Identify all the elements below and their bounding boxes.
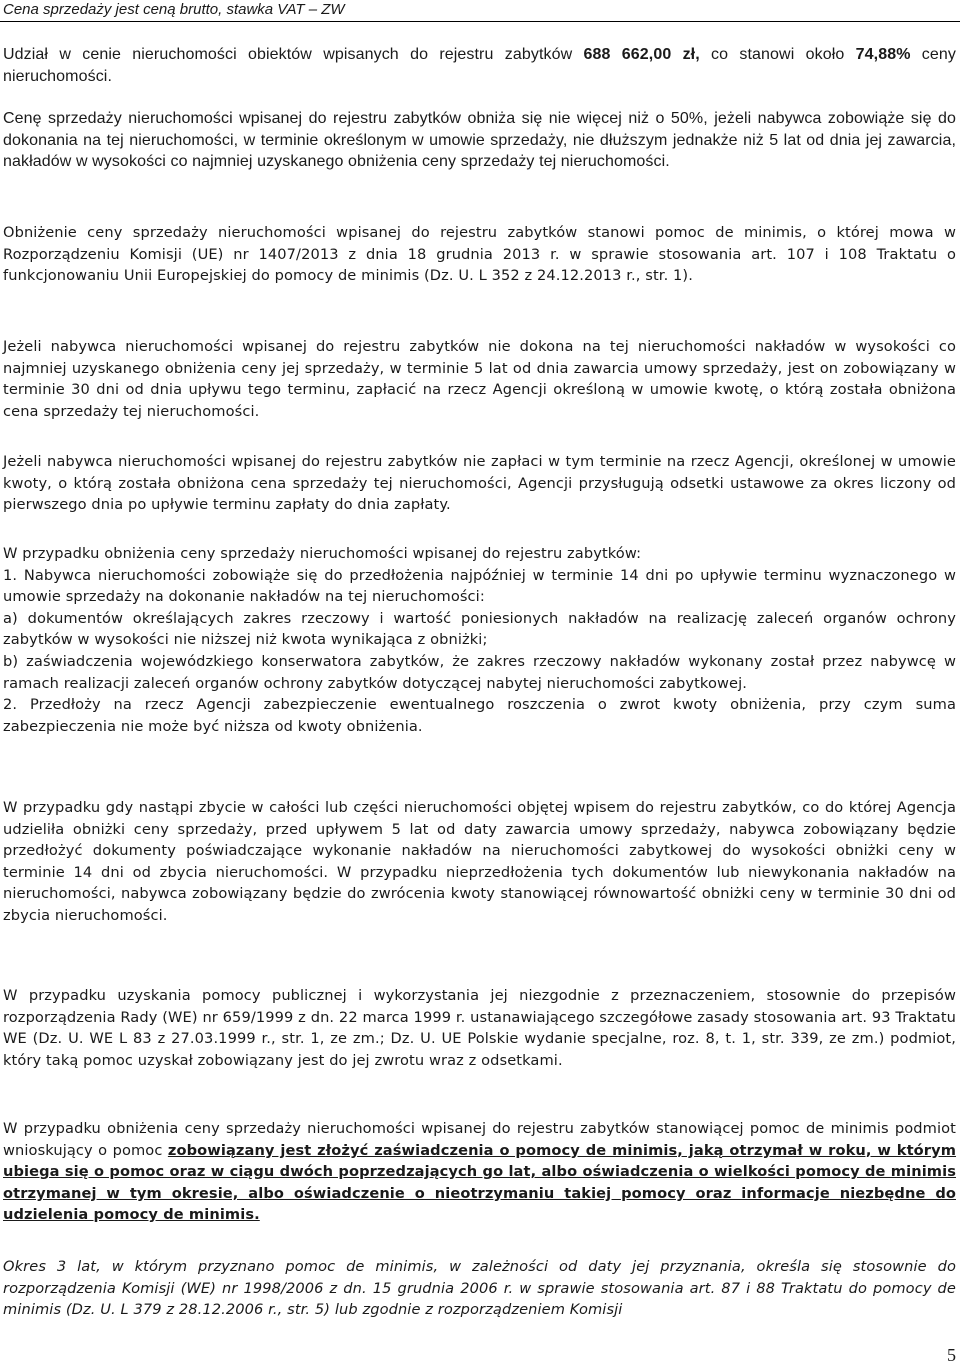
obligation-item-1: 1. Nabywca nieruchomości zobowiąże się do przedłożenia najpóźniej w terminie 14 dni po upływie terminu wyznaczonego w umowie sprzedaży na dokonanie nakładów na tej nieruchomości: [3,566,956,606]
obligations-intro: W przypadku obniżenia ceny sprzedaży nieruchomości wpisanej do rejestru zabytków: [3,545,642,562]
paragraph-certificate [3,1118,956,1226]
text-run: ceny nieruchomości. [3,46,956,85]
text-run: Udział w cenie nieruchomości obiektów wpisanych do rejestru zabytków [3,46,584,63]
paragraph-obligations [3,543,956,737]
header-rule [0,21,960,22]
paragraph-disposal: W przypadku gdy nastąpi zbycie w całości lub części nieruchomości objętej wpisem do rejestru zabytków, co do której Agencja udzieliła obniżki ceny sprzedaży, przed upływem 5 lat od daty zawarcia umowy sprzedaży, nabywca zobowiązany będzie przedłożyć dokumenty poświadczające wykonanie nakładów na nieruchomości zabytkowej do wysokości obniżki ceny w terminie 14 dni od zbycia nieruchomości. W przypadku nieprzedłożenia tych dokumentów lub niewykonania nakładów na nieruchomości, nabywca zobowiązany będzie do zwrócenia kwoty stanowiącej równowartość obniżki ceny w terminie 30 dni od zbycia nieruchomości. [3,799,956,924]
obligation-item-1a: a) dokumentów określających zakres rzeczowy i wartość poniesionych nakładów na realizację zaleceń organów ochrony zabytków w wysokości nie niższej niż kwota wynikająca z obniżki; [3,609,956,649]
monument-percent: 74,88% [855,46,911,63]
paragraph-price-reduction: Cenę sprzedaży nieruchomości wpisanej do rejestru zabytków obniża się nie więcej niż o 50%, jeżeli nabywca zobowiąże się do dokonania na tej nieruchomości, w terminie określonym w umowie sprzedaży, nie dłuższym jednakże niż 5 lat od dnia jej zawarcia, nakładów w wysokości co najmniej uzyskanego obniżenia ceny sprzedaży tej nieruchomości. [3,110,956,171]
certificate-requirement: zobowiązany jest złożyć zaświadczenia o pomocy de minimis, jaką otrzymał w roku, w którym ubiega się o pomoc oraz w ciągu dwóch poprzedzających go lat, albo oświadczenia o wielkości pomocy de minimis otrzymanej w tym okresie, albo oświadczenie o nieotrzymaniu takiej pomocy oraz informacje niezbędne do udzielenia pomocy de minimis. [3,1141,957,1224]
paragraph-three-years: Okres 3 lat, w którym przyznano pomoc de minimis, w zależności od daty jej przyznania, określa się stosownie do rozporządzenia Komisji (WE) nr 1998/2006 z dn. 15 grudnia 2006 r. w sprawie stosowania art. 87 i 88 Traktatu do pomocy de minimis (Dz. U. L 379 z 28.12.2006 r., str. 5) lub zgodnie z rozporządzeniem Komisji [3,1258,956,1319]
paragraph-interest: Jeżeli nabywca nieruchomości wpisanej do rejestru zabytków nie zapłaci w tym terminie na rzecz Agencji, określonej w umowie kwoty, o którą została obniżona cena sprzedaży tej nieruchomości, Agencji przysługują odsetki ustawowe za okres liczony od pierwszego dnia po upływie terminu zapłaty do dnia zapłaty. [3,453,956,514]
text-run: W przypadku obniżenia ceny sprzedaży nieruchomości wpisanej do rejestru zabytków stanowiącej pomoc de minimis podmiot wnioskujący o pomoc [3,1120,956,1159]
paragraph-monument-share [3,44,956,87]
text-run: co stanowi około [699,46,856,63]
obligation-item-1b: b) zaświadczenia wojewódzkiego konserwatora zabytków, że zakres rzeczowy nakładów wykonany został przez nabywcę w ramach realizacji zaleceń organów ochrony zabytków dotyczącej nabytej nieruchomości zabytkowej. [3,652,956,692]
paragraph-unlawful-aid: W przypadku uzyskania pomocy publicznej i wykorzystania jej niezgodnie z przeznaczeniem, stosownie do przepisów rozporządzenia Rady (WE) nr 659/1999 z dn. 22 marca 1999 r. ustanawiającego szczegółowe zasady stosowania art. 93 Traktatu WE (Dz. U. WE L 83 z 27.03.1999 r., str. 1, ze zm.; Dz. U. UE Polskie wydanie specjalne, roz. 8, t. 1, str. 339, ze zm.) podmiot, który taką pomoc uzyskał zobowiązany jest do jej zwrotu wraz z odsetkami. [3,987,956,1069]
paragraph-no-investment: Jeżeli nabywca nieruchomości wpisanej do rejestru zabytków nie dokona na tej nieruchomości nakładów w wysokości co najmniej uzyskanego obniżenia ceny jej sprzedaży, w terminie 5 lat od dnia zawarcia umowy sprzedaży, jest on zobowiązany w terminie 30 dni od dnia upływu tego terminu, zapłacić na rzecz Agencji określoną w umowie kwotę, o którą została obniżona cena sprzedaży tej nieruchomości. [3,338,956,420]
obligation-item-2: 2. Przedłoży na rzecz Agencji zabezpieczenie ewentualnego roszczenia o zwrot kwoty obniżenia, przy czym suma zabezpieczenia nie może być niższa od kwoty obniżenia. [3,696,956,735]
page-number: 5 [947,1345,956,1365]
monument-amount: 688 662,00 zł, [583,46,700,63]
paragraph-de-minimis: Obniżenie ceny sprzedaży nieruchomości wpisanej do rejestru zabytków stanowi pomoc de minimis, o której mowa w Rozporządzeniu Komisji (UE) nr 1407/2013 z dnia 18 grudnia 2013 r. w sprawie stosowania art. 107 i 108 Traktatu o funkcjonowaniu Unii Europejskiej do pomocy de minimis (Dz. U. L 352 z 24.12.2013 r., str. 1). [3,224,956,285]
page-header: Cena sprzedaży jest ceną brutto, stawka VAT – ZW [3,1,345,18]
